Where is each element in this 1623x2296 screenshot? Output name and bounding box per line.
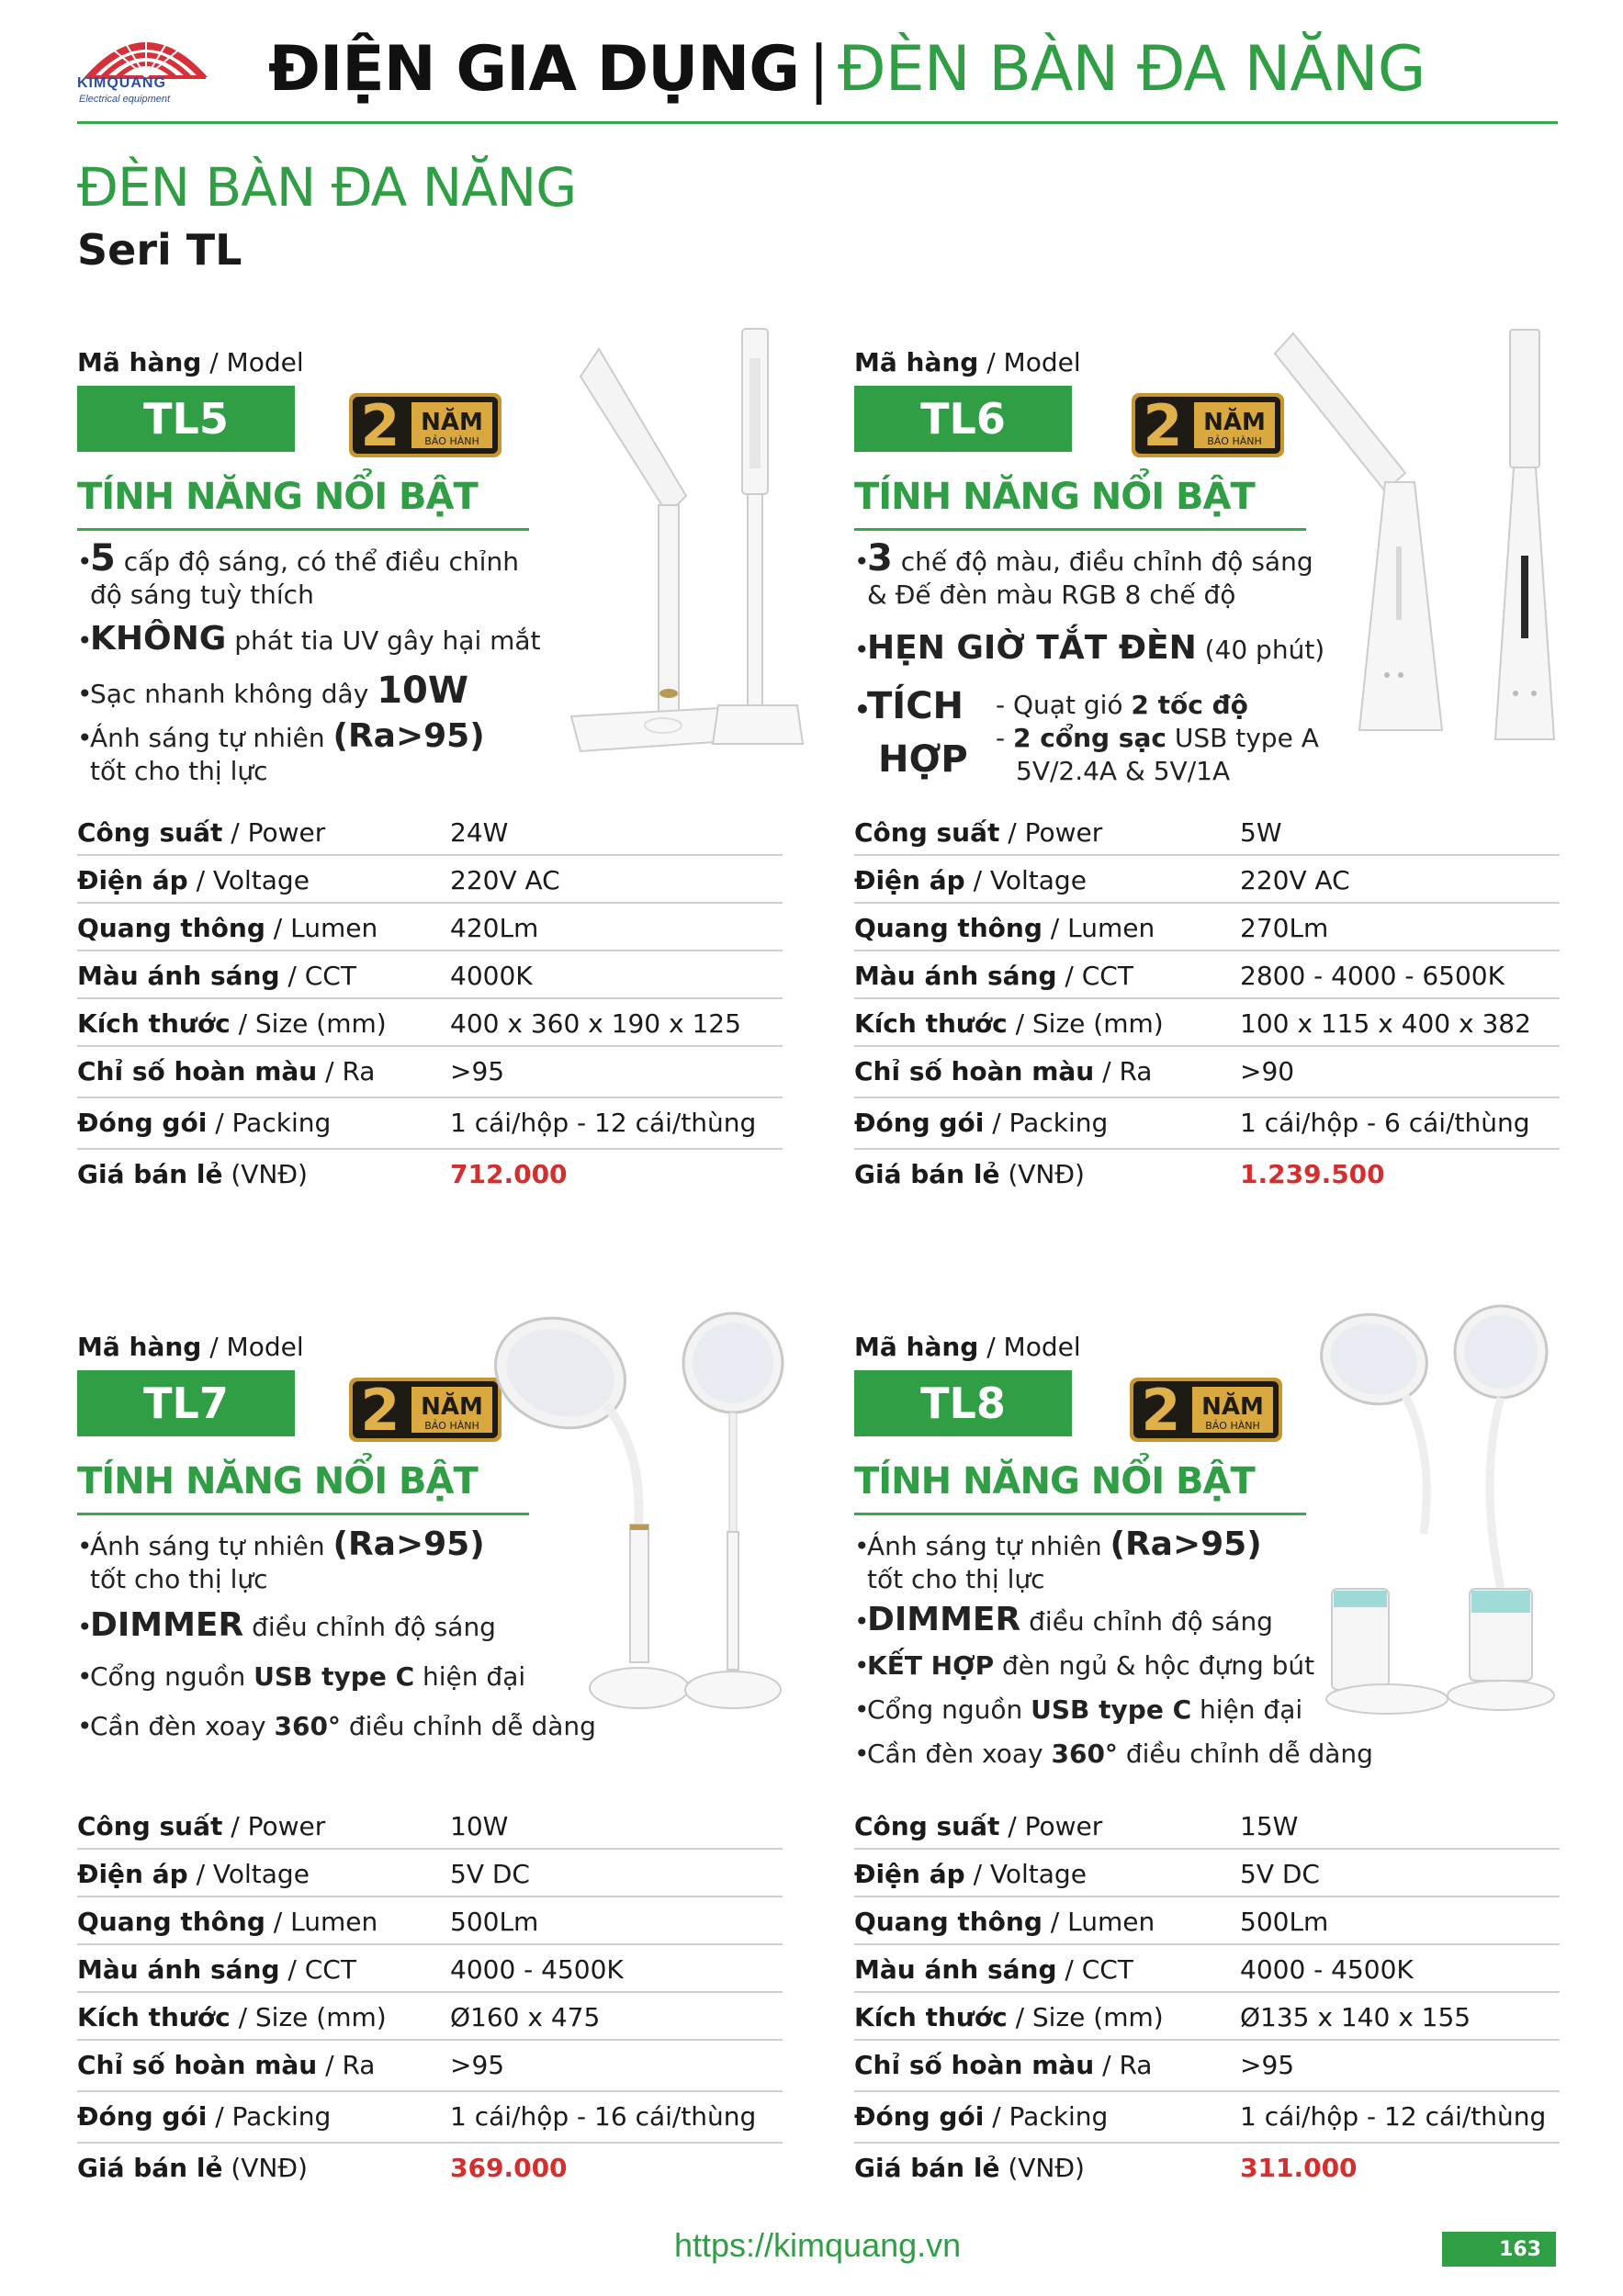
- spec-row: Chỉ số hoàn màu / Ra >95: [854, 2041, 1560, 2092]
- spec-row: Công suất / Power 24W: [77, 808, 783, 856]
- spec-row: Điện áp / Voltage 5V DC: [77, 1850, 783, 1897]
- spec-table: [854, 1802, 1560, 2189]
- warranty-badge: [1132, 393, 1284, 457]
- features-rule: [77, 1513, 529, 1515]
- feature-4: •Cổng nguồn USB type C hiện đại: [854, 1694, 1303, 1725]
- spec-row: Kích thước / Size (mm) 100 x 115 x 400 x 382: [854, 999, 1560, 1047]
- section-subtitle: Seri TL: [77, 225, 242, 275]
- feature-1: •3 chế độ màu, điều chỉnh độ sáng & Đế đèn màu RGB 8 chế độ: [854, 537, 1313, 610]
- lamp-tl6-image: [1268, 326, 1451, 748]
- feature-2: •DIMMER điều chỉnh độ sáng: [77, 1606, 496, 1644]
- feature-3-details: - Quạt gió 2 tốc độ - 2 cổng sạc USB type A 5V/2.4A & 5V/1A: [996, 690, 1319, 786]
- spec-row: Chỉ số hoàn màu / Ra >95: [77, 2041, 783, 2092]
- spec-row: Đóng gói / Packing 1 cái/hộp - 16 cái/thùng: [77, 2092, 783, 2144]
- model-code: TL6: [854, 386, 1072, 452]
- feature-2: •DIMMER điều chỉnh độ sáng: [854, 1601, 1273, 1638]
- spec-row: Quang thông / Lumen 500Lm: [854, 1897, 1560, 1945]
- spec-row: Chỉ số hoàn màu / Ra >95: [77, 1047, 783, 1098]
- svg-text:2: 2: [360, 393, 400, 457]
- features-rule: [854, 1513, 1306, 1515]
- feature-4: •Ánh sáng tự nhiên (Ra>95) tốt cho thị lực: [77, 717, 485, 786]
- svg-text:2: 2: [360, 1378, 400, 1442]
- feature-4: •Cần đèn xoay 360° điều chỉnh dễ dàng: [77, 1711, 596, 1741]
- svg-text:NĂM: NĂM: [1203, 409, 1266, 436]
- spec-table: [854, 808, 1560, 1196]
- spec-row: Đóng gói / Packing 1 cái/hộp - 12 cái/thùng: [854, 2092, 1560, 2144]
- lamp-tl7-side-image: [676, 1304, 795, 1727]
- spec-row: Màu ánh sáng / CCT 4000K: [77, 951, 783, 999]
- section-title: ĐÈN BÀN ĐA NĂNG: [77, 156, 577, 219]
- spec-row: Giá bán lẻ (VNĐ) 1.239.500: [854, 1159, 1385, 1189]
- spec-row: Kích thước / Size (mm) 400 x 360 x 190 x 125: [77, 999, 783, 1047]
- header-sub: ĐÈN BÀN ĐA NĂNG: [838, 33, 1426, 106]
- page-header: [268, 33, 1425, 107]
- model-label: Mã hàng / Model: [77, 1332, 304, 1362]
- spec-row: Quang thông / Lumen 420Lm: [77, 904, 783, 951]
- spec-row: Công suất / Power 10W: [77, 1802, 783, 1850]
- svg-text:2: 2: [1143, 393, 1183, 457]
- svg-text:NĂM: NĂM: [421, 409, 483, 436]
- spec-row: Điện áp / Voltage 5V DC: [854, 1850, 1560, 1897]
- feature-3: •TÍCH HỢP: [854, 685, 968, 781]
- feature-1: •5 cấp độ sáng, có thể điều chỉnh độ sáng tuỳ thích: [77, 537, 519, 610]
- feature-3: •Sạc nhanh không dây 10W: [77, 670, 468, 712]
- warranty-badge: [349, 393, 502, 457]
- features-rule: [854, 528, 1306, 531]
- feature-1: •Ánh sáng tự nhiên (Ra>95) tốt cho thị lực: [854, 1525, 1262, 1594]
- page-number: 163: [1442, 2232, 1556, 2267]
- svg-text:BẢO HÀNH: BẢO HÀNH: [424, 1420, 479, 1432]
- spec-row: Chỉ số hoàn màu / Ra >90: [854, 1047, 1560, 1098]
- model-label: Mã hàng / Model: [77, 347, 304, 377]
- features-title: TÍNH NĂNG NỔI BẬT: [854, 1460, 1255, 1503]
- spec-table: [77, 1802, 783, 2189]
- header-main: ĐIỆN GIA DỤNG: [268, 33, 800, 106]
- spec-row: Màu ánh sáng / CCT 4000 - 4500K: [854, 1945, 1560, 1993]
- product-tl6: [854, 347, 1589, 1189]
- spec-row: Công suất / Power 15W: [854, 1802, 1560, 1850]
- svg-text:NĂM: NĂM: [1201, 1393, 1264, 1421]
- spec-row: Điện áp / Voltage 220V AC: [854, 856, 1560, 904]
- svg-text:BẢO HÀNH: BẢO HÀNH: [424, 435, 479, 447]
- model-code: TL8: [854, 1370, 1072, 1436]
- brand-tagline: Electrical equipment: [79, 94, 171, 105]
- header-separator: |: [808, 33, 829, 106]
- spec-row: Đóng gói / Packing 1 cái/hộp - 6 cái/thùng: [854, 1098, 1560, 1150]
- features-title: TÍNH NĂNG NỔI BẬT: [77, 476, 478, 518]
- features-title: TÍNH NĂNG NỔI BẬT: [854, 476, 1255, 518]
- spec-row: Kích thước / Size (mm) Ø135 x 140 x 155: [854, 1993, 1560, 2041]
- lamp-tl8-side-image: [1442, 1295, 1561, 1717]
- feature-1: •Ánh sáng tự nhiên (Ra>95) tốt cho thị lực: [77, 1525, 485, 1594]
- feature-2: •KHÔNG phát tia UV gây hại mắt: [77, 620, 541, 658]
- lamp-tl6-side-image: [1488, 326, 1561, 748]
- lamp-tl8-image: [1313, 1295, 1451, 1717]
- model-code: TL5: [77, 386, 295, 452]
- spec-row: Đóng gói / Packing 1 cái/hộp - 12 cái/thùng: [77, 1098, 783, 1150]
- svg-text:2: 2: [1141, 1378, 1181, 1442]
- lamp-tl5-side-image: [707, 321, 808, 753]
- model-label: Mã hàng / Model: [854, 1332, 1081, 1362]
- price: 369.000: [450, 2153, 568, 2183]
- spec-row: Quang thông / Lumen 500Lm: [77, 1897, 783, 1945]
- spec-row: Màu ánh sáng / CCT 2800 - 4000 - 6500K: [854, 951, 1560, 999]
- spec-table: [77, 808, 783, 1196]
- feature-5: •Cần đèn xoay 360° điều chỉnh dễ dàng: [854, 1739, 1373, 1769]
- lamp-tl7-image: [487, 1304, 689, 1727]
- spec-row: Giá bán lẻ (VNĐ) 712.000: [77, 1159, 568, 1189]
- price: 1.239.500: [1240, 1159, 1385, 1189]
- spec-row: Kích thước / Size (mm) Ø160 x 475: [77, 1993, 783, 2041]
- spec-row: Điện áp / Voltage 220V AC: [77, 856, 783, 904]
- warranty-badge: [349, 1378, 502, 1442]
- price: 712.000: [450, 1159, 568, 1189]
- feature-2: •HẸN GIỜ TẮT ĐÈN (40 phút): [854, 629, 1325, 667]
- website-link[interactable]: https://kimquang.vn: [674, 2226, 962, 2264]
- brand-name: KIMQUANG: [77, 75, 166, 91]
- spec-row: Giá bán lẻ (VNĐ) 369.000: [77, 2153, 568, 2183]
- svg-text:NĂM: NĂM: [421, 1393, 483, 1421]
- features-title: TÍNH NĂNG NỔI BẬT: [77, 1460, 478, 1503]
- spec-row: Quang thông / Lumen 270Lm: [854, 904, 1560, 951]
- spec-row: Màu ánh sáng / CCT 4000 - 4500K: [77, 1945, 783, 1993]
- price: 311.000: [1240, 2153, 1358, 2183]
- features-rule: [77, 528, 529, 531]
- warranty-badge: [1130, 1378, 1282, 1442]
- svg-text:BẢO HÀNH: BẢO HÀNH: [1205, 1420, 1260, 1432]
- model-label: Mã hàng / Model: [854, 347, 1081, 377]
- spec-row: Giá bán lẻ (VNĐ) 311.000: [854, 2153, 1358, 2183]
- model-code: TL7: [77, 1370, 295, 1436]
- feature-3: •KẾT HỢP đèn ngủ & hộc đựng bút: [854, 1650, 1315, 1681]
- header-rule: [77, 121, 1558, 124]
- svg-text:BẢO HÀNH: BẢO HÀNH: [1207, 435, 1262, 447]
- spec-row: Công suất / Power 5W: [854, 808, 1560, 856]
- feature-3: •Cổng nguồn USB type C hiện đại: [77, 1661, 526, 1692]
